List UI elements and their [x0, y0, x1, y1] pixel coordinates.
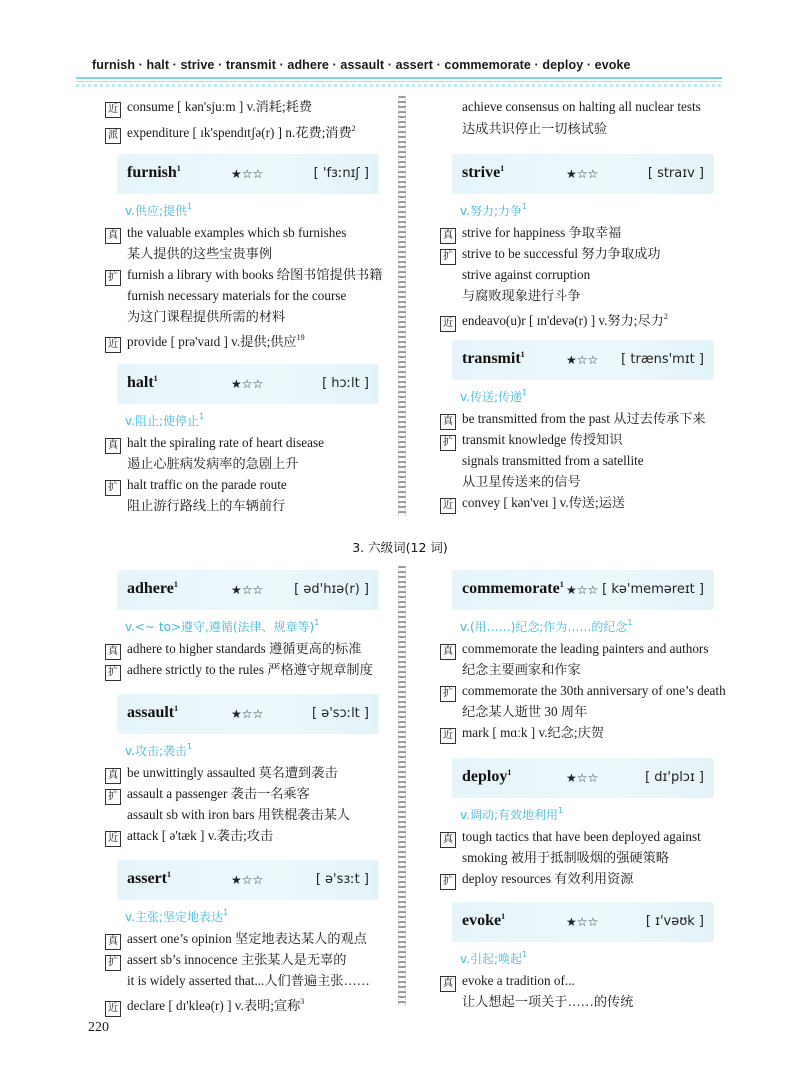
continuation-line: 与腐败现象进行斗争 [462, 288, 581, 303]
label-badge: 扩 [105, 480, 121, 496]
derivative-line: 派 expenditure [ ɪk'spendɪtʃə(r) ] n.花费;消费$^2$ [105, 120, 356, 144]
star-rating-icon: ★☆☆ [566, 771, 599, 785]
label-badge: 真 [440, 832, 456, 848]
example-line: achieve consensus on halting all nuclear tests [462, 99, 701, 114]
headword: evoke$^1$ [462, 912, 506, 929]
translation-line: 达成共识停止一切核试验 [462, 121, 608, 136]
label-badge: 真 [440, 644, 456, 660]
continuation-line: smoking 被用于抵制吸烟的强硬策略 [462, 850, 669, 865]
star-rating-icon: ★☆☆ [231, 707, 264, 721]
left-column-bottom [105, 570, 405, 1014]
label-badge: 扩 [105, 270, 121, 286]
word-card [117, 860, 379, 900]
label-badge: 扩 [105, 665, 121, 681]
labeled-line: 扩 transmit knowledge 传授知识 [440, 431, 622, 451]
meaning: v.阻止;使停止$^1$ [125, 412, 205, 428]
labeled-line: 扩 commemorate the 30th anniversary of one’s death [440, 682, 726, 702]
labeled-line: 真 adhere to higher standards 遵循更高的标准 [105, 640, 361, 660]
labeled-line: 真 evoke a tradition of... [440, 972, 575, 992]
meaning: v.努力;力争$^1$ [460, 202, 528, 218]
star-rating-icon: ★☆☆ [231, 873, 264, 887]
labeled-line: 近 mark [ mɑːk ] v.纪念;庆贺 [440, 724, 604, 744]
headword: assault$^1$ [127, 704, 179, 721]
phonetic: [ dɪ'plɔɪ ] [645, 770, 704, 785]
continuation-line: 某人提供的这些宝贵事例 [127, 246, 273, 261]
labeled-line: 扩 assert sb’s innocence 主张某人是无辜的 [105, 951, 346, 971]
headword: commemorate$^1$ [462, 580, 564, 597]
labeled-line: 近 declare [ dɪ'kleə(r) ] v.表明;宣称$^3$ [105, 993, 304, 1017]
labeled-line: 真 commemorate the leading painters and authors [440, 640, 708, 660]
continuation-line: 纪念某人逝世 30 周年 [462, 704, 588, 719]
label-badge: 近 [440, 728, 456, 744]
star-rating-icon: ★☆☆ [231, 583, 264, 597]
labeled-line: 真 the valuable examples which sb furnishes [105, 224, 346, 244]
label-badge: 真 [105, 934, 121, 950]
label-badge: 扩 [440, 249, 456, 265]
label-badge: 扩 [105, 789, 121, 805]
word-card [117, 364, 379, 404]
phonetic: [ hɔːlt ] [322, 376, 369, 391]
word-card [452, 154, 714, 194]
star-rating-icon: ★☆☆ [566, 915, 599, 929]
label-badge: 扩 [440, 874, 456, 890]
labeled-line: 扩 furnish a library with books 给图书馆提供书籍 [105, 266, 382, 286]
phonetic: [ træns'mɪt ] [621, 352, 704, 367]
continuation-line: assault sb with iron bars 用铁棍袭击某人 [127, 807, 351, 822]
meaning: v.引起;唤起$^1$ [460, 950, 528, 966]
star-rating-icon: ★☆☆ [566, 583, 599, 597]
word-card [452, 902, 714, 942]
word-card [117, 570, 379, 610]
label-badge: 真 [105, 438, 121, 454]
continuation-line: 为这门课程提供所需的材料 [127, 309, 286, 324]
meaning: v.攻击;袭击$^1$ [125, 742, 193, 758]
continuation-line: 遏止心脏病发病率的急剧上升 [127, 456, 299, 471]
label-badge: 扩 [440, 435, 456, 451]
phonetic: [ straɪv ] [648, 166, 704, 181]
label-badge: 近 [440, 498, 456, 514]
labeled-line: 近 convey [ kən'veɪ ] v.传送;运送 [440, 494, 625, 514]
word-card [117, 694, 379, 734]
word-card [452, 340, 714, 380]
labeled-line: 近 endeavo(u)r [ ɪn'devə(r) ] v.努力;尽力$^2$ [440, 308, 668, 332]
phonetic: [ əd'hɪə(r) ] [294, 582, 369, 597]
star-rating-icon: ★☆☆ [231, 167, 264, 181]
labeled-line: 真 assert one’s opinion 坚定地表达某人的观点 [105, 930, 367, 950]
star-rating-icon: ★☆☆ [566, 353, 599, 367]
label-badge: 扩 [440, 686, 456, 702]
meaning: v.(用……)纪念;作为……的纪念$^1$ [460, 618, 633, 634]
headword: transmit$^1$ [462, 350, 525, 367]
phonetic: [ ɪ'vəʊk ] [646, 914, 704, 929]
labeled-line: 扩 halt traffic on the parade route [105, 476, 287, 496]
headword: assert$^1$ [127, 870, 171, 887]
meaning: v.主张;坚定地表达$^1$ [125, 908, 229, 924]
label-badge: 真 [105, 768, 121, 784]
continuation-line: furnish necessary materials for the course [127, 288, 347, 303]
headword: adhere$^1$ [127, 580, 178, 597]
headword: deploy$^1$ [462, 768, 512, 785]
page-header: furnish · halt · strive · transmit · adhere · assault · assert · commemorate · deploy · evoke [92, 58, 631, 72]
label-badge: 近 [105, 337, 121, 353]
labeled-line: 扩 deploy resources 有效利用资源 [440, 870, 633, 890]
right-column-top [440, 98, 740, 518]
continuation-line: signals transmitted from a satellite [462, 453, 644, 468]
label-badge: 真 [440, 976, 456, 992]
header-rule [76, 81, 722, 82]
star-rating-icon: ★☆☆ [566, 167, 599, 181]
labeled-line: 扩 assault a passenger 袭击一名乘客 [105, 785, 310, 805]
right-column-bottom [440, 570, 740, 1010]
labeled-line: 扩 strive to be successful 努力争取成功 [440, 245, 661, 265]
label-badge: 扩 [105, 955, 121, 971]
continuation-line: 纪念主要画家和作家 [462, 662, 581, 677]
labeled-line: 近 provide [ prə'vaɪd ] v.提供;供应$^{19}$ [105, 329, 305, 353]
headword: furnish$^1$ [127, 164, 181, 181]
continuation-line: 从卫星传送来的信号 [462, 474, 581, 489]
phonetic: [ kə'meməreɪt ] [602, 582, 704, 597]
phonetic: [ ə'sɔːlt ] [312, 706, 369, 721]
header-rule [76, 77, 722, 79]
word-card [452, 570, 714, 610]
label-badge: 近 [440, 316, 456, 332]
labeled-line: 扩 adhere strictly to the rules 严格遵守规章制度 [105, 661, 373, 681]
continuation-line: 阻止游行路线上的车辆前行 [127, 498, 286, 513]
word-card [452, 758, 714, 798]
page-number: 220 [88, 1020, 109, 1035]
headword: halt$^1$ [127, 374, 158, 391]
section-title: 3. 六级词(12 词) [352, 540, 448, 555]
meaning: v.传送;传递$^1$ [460, 388, 528, 404]
labeled-line: 真 tough tactics that have been deployed against [440, 828, 701, 848]
labeled-line: 真 strive for happiness 争取幸福 [440, 224, 621, 244]
labeled-line: 真 be transmitted from the past 从过去传承下来 [440, 410, 706, 430]
continuation-line: it is widely asserted that...人们普遍主张…… [127, 973, 370, 988]
label-badge: 真 [105, 228, 121, 244]
label-badge: 真 [440, 228, 456, 244]
labeled-line: 真 be unwittingly assaulted 莫名遭到袭击 [105, 764, 338, 784]
star-rating-icon: ★☆☆ [231, 377, 264, 391]
continuation-line: strive against corruption [462, 267, 591, 282]
label-badge: 真 [105, 644, 121, 660]
meaning: v.调动;有效地利用$^1$ [460, 806, 564, 822]
phonetic: [ ə'sɜːt ] [316, 872, 369, 887]
headword: strive$^1$ [462, 164, 505, 181]
labeled-line: 近 attack [ ə'tæk ] v.袭击;攻击 [105, 827, 273, 847]
label-badge: 近 [105, 831, 121, 847]
continuation-line: 让人想起一项关于……的传统 [462, 994, 634, 1009]
left-column-top [105, 98, 405, 518]
meaning: v.供应;提供$^1$ [125, 202, 193, 218]
word-card [117, 154, 379, 194]
meaning: v.<~ to>遵守,遵循(法律、规章等)$^1$ [125, 618, 320, 634]
labeled-line: 真 halt the spiraling rate of heart disease [105, 434, 324, 454]
label-badge: 真 [440, 414, 456, 430]
phonetic: [ 'fɜːnɪʃ ] [314, 166, 369, 181]
header-rule [76, 84, 722, 87]
label-badge: 近 [105, 1001, 121, 1017]
synonym-line: 近 consume [ kən'sjuːm ] v.消耗;耗费 [105, 98, 312, 118]
